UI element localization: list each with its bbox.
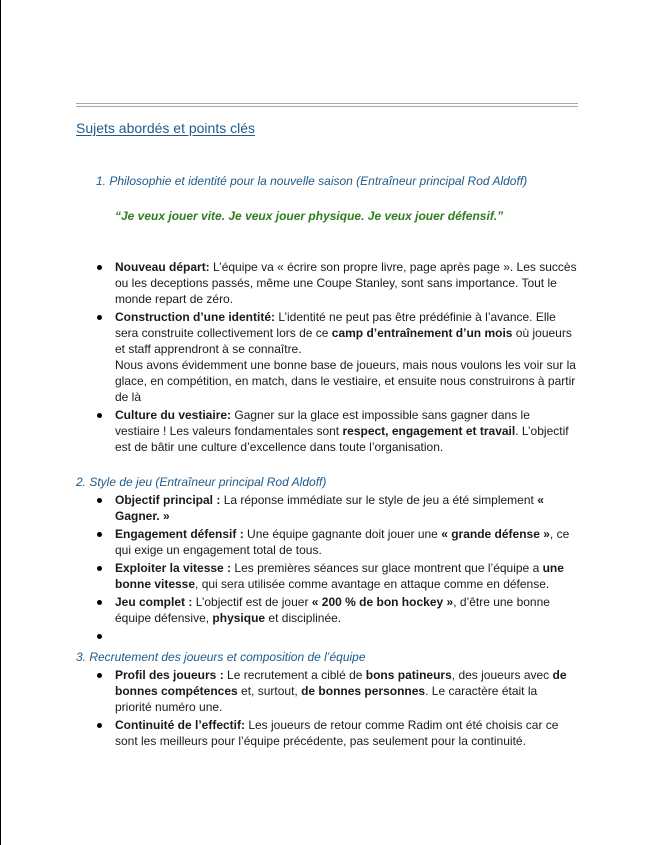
bold-text: Nouveau départ: <box>115 260 210 274</box>
bullet-item <box>115 560 577 592</box>
item-text: Gagner sur la glace est impossible sans gagner dans le vestiaire ! Les valeurs fondamentales sont <box>115 408 530 438</box>
bold-text: une bonne vitesse <box>115 561 564 591</box>
bold-text: « 200 % de bon hockey » <box>311 595 454 609</box>
item-text: , d’être une bonne équipe défensive, <box>115 595 550 625</box>
coach-quote: “Je veux jouer vite. Je veux jouer physique. Je veux jouer défensif.” <box>115 209 504 223</box>
bold-text: Engagement défensif : <box>115 527 244 541</box>
bullet-item <box>115 628 577 644</box>
item-text: , qui sera utilisée comme avantage en attaque comme en défense. <box>195 577 550 591</box>
bold-text: bons patineurs <box>365 668 452 682</box>
item-text: Le recrutement a ciblé de <box>223 668 366 682</box>
section-1-list <box>115 259 577 457</box>
item-text: L’équipe va « écrire son propre livre, page après page ». Les succès ou les deceptions passés, même une Coupe Stanley, sont sans importance. Tout le monde repart de zéro. <box>115 260 577 306</box>
horizontal-rule <box>76 103 578 104</box>
bullet-item <box>115 594 577 626</box>
bold-text: Jeu complet : <box>115 595 193 609</box>
item-paragraph: Nous avons évidemment une bonne base de joueurs, mais nous voulons les voir sur la glace, en compétition, en match, dans le vestiaire, et ensuite nous construirons à partir de là <box>115 358 576 404</box>
bold-text: de bonnes compétences <box>115 668 567 698</box>
bold-text: de bonnes personnes <box>301 684 426 698</box>
item-text: et disciplinée. <box>265 611 342 625</box>
item-text: Les premières séances sur glace montrent que l’équipe a <box>231 561 543 575</box>
bold-text: Continuité de l’effectif: <box>115 718 245 732</box>
bold-text: camp d’entraînement d’un mois <box>331 326 513 340</box>
item-text: Les joueurs de retour comme Radim ont été choisis car ce sont les meilleurs pour l’équipe précédente, pas seulement pour la continuité. <box>115 718 559 748</box>
section-3-title: 3. Recrutement des joueurs et composition de l’équipe <box>76 650 366 664</box>
bold-text: physique <box>212 611 266 625</box>
item-text: L’objectif est de jouer <box>192 595 312 609</box>
page-left-edge <box>0 0 1 845</box>
item-text: La réponse immédiate sur le style de jeu a été simplement <box>220 493 538 507</box>
bullet-item <box>115 407 577 455</box>
bullet-item <box>115 492 577 524</box>
bullet-item <box>115 309 577 405</box>
horizontal-rule <box>76 106 578 107</box>
bold-text: Construction d’une identité: <box>115 310 275 324</box>
item-text: où joueurs et staff apprendront à se connaître. <box>115 326 572 356</box>
item-text: . L’objectif est de bâtir une culture d’excellence dans toute l’organisation. <box>115 424 569 454</box>
document-heading: Sujets abordés et points clés <box>76 120 255 136</box>
section-1-title: 1. Philosophie et identité pour la nouvelle saison (Entraîneur principal Rod Aldoff) <box>96 174 528 188</box>
item-text: L’identité ne peut pas être prédéfinie à l’avance. Elle sera construite collectivement lors de ce <box>115 310 556 340</box>
section-2-title: 2. Style de jeu (Entraîneur principal Rod Aldoff) <box>76 475 327 489</box>
item-text: . Le caractère était la priorité numéro une. <box>115 684 538 714</box>
bold-text: Culture du vestiaire: <box>115 408 232 422</box>
bold-text: « Gagner. » <box>115 493 544 523</box>
section-2-list <box>115 492 577 646</box>
item-text: , des joueurs avec <box>451 668 553 682</box>
bullet-item <box>115 259 577 307</box>
bullet-item <box>115 526 577 558</box>
item-text: et, surtout, <box>237 684 302 698</box>
bold-text: respect, engagement et travail <box>342 424 516 438</box>
bullet-item <box>115 717 577 749</box>
item-text: , ce qui exige un engagement total de tous. <box>115 527 570 557</box>
bold-text: Profil des joueurs : <box>115 668 224 682</box>
bold-text: « grande défense » <box>441 527 550 541</box>
bullet-item <box>115 667 577 715</box>
item-text: Une équipe gagnante doit jouer une <box>243 527 442 541</box>
bold-text: Exploiter la vitesse : <box>115 561 232 575</box>
section-3-list <box>115 667 577 751</box>
bold-text: Objectif principal : <box>115 493 221 507</box>
